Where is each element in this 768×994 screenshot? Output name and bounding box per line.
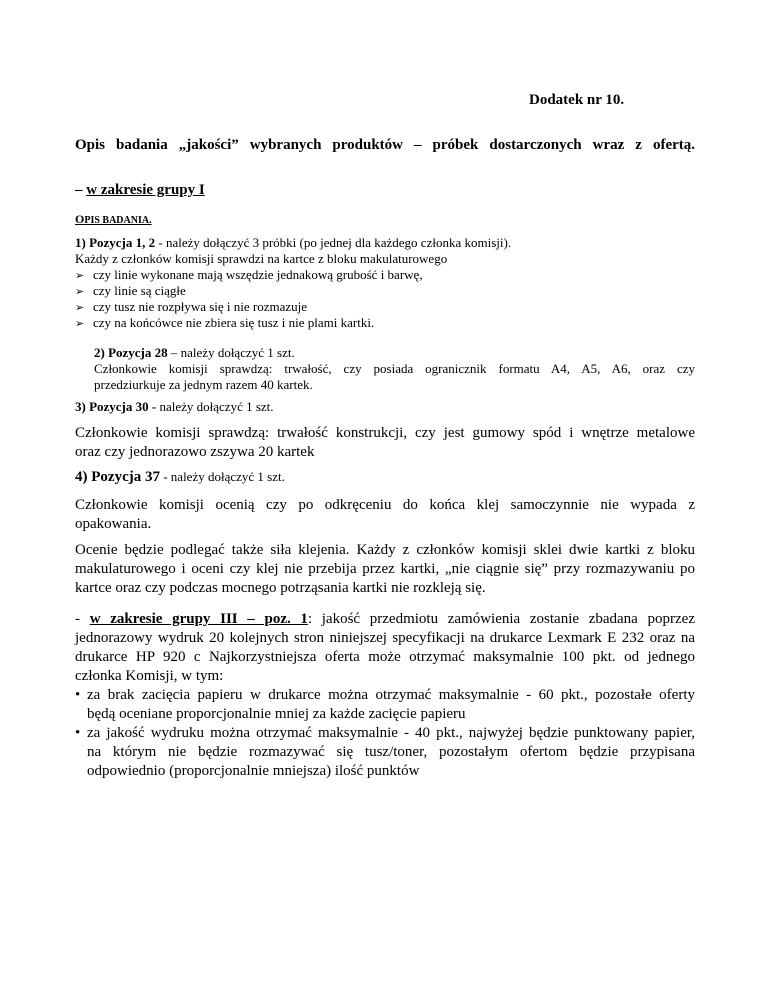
list-item [75,686,695,705]
section-title [75,212,152,228]
section-title-rest: PIS BADANIA. [84,215,152,226]
item4-label: 4) Pozycja 37 [75,469,160,485]
group1-heading-dash: – [75,182,87,198]
list-item [75,724,695,743]
list-item-text: czy linie wykonane mają wszędzie jednakową grubość i barwę, [93,267,423,282]
item1-label: 1) Pozycja 1, 2 [75,235,156,250]
list-item-continuation: będą oceniane proporcjonalnie mniej za każde zacięcie papieru [87,706,466,722]
item4-paragraph1-line1: Członkowie komisji ocenią czy po odkręceniu do końca klej samoczynnie nie wypada z [75,497,695,513]
attachment-number: Dodatek nr 10. [529,92,625,108]
item2-label: 2) Pozycja 28 [94,345,168,360]
list-item-text: za brak zacięcia papieru w drukarce można otrzymać maksymalnie - 60 pkt., pozostałe oferty [87,687,695,703]
item4-paragraph1-line2: opakowania. [75,516,152,532]
item2-description-line2: przedziurkuje za jednym razem 40 kartek. [94,377,313,392]
item3-label: 3) Pozycja 30 - [75,399,157,414]
group3-heading: w zakresie grupy III – poz. 1 [89,611,308,627]
list-item-text: za jakość wydruku można otrzymać maksymalnie - 40 pkt., najwyżej będzie punktowany papier, [87,725,695,741]
item3-description-line1: Członkowie komisji sprawdzą: trwałość konstrukcji, czy jest gumowy spód i wnętrze metalowe [75,425,695,441]
list-item-continuation: na którym nie będzie rozmazywać się tusz/toner, pozostałym ofertom będzie przypisana [87,744,695,760]
group3-heading-line [75,610,695,629]
item2-description-line1: Członkowie komisji sprawdzą: trwałość, czy posiada ogranicznik formatu A4, A5, A6, oraz czy [94,361,695,376]
item4-paragraph2-line3: kartce oraz czy podczas mocnego potrząsania kartki nie rozkleją się. [75,580,486,596]
item3-line [75,399,274,415]
list-item [75,315,374,332]
group1-heading [75,181,205,200]
item3-text: należy dołączyć 1 szt. [156,399,274,414]
dot-bullet-icon: • [75,687,81,703]
list-item-text: czy linie są ciągłe [93,283,186,298]
document-title: Opis badania „jakości” wybranych produktów – próbek dostarczonych wraz z ofertą. [75,137,695,153]
item1-intro: Każdy z członków komisji sprawdzi na kartce z bloku makulaturowego [75,251,448,266]
item4-paragraph2-line2: makulaturowego i oceni czy klej nie przebija przez kartki, „nie ciągnie się” przy rozmazywaniu po [75,561,695,577]
group3-prefix: - [75,611,90,627]
group3-line3: drukarce HP 920 c Najkorzystniejsza oferta może otrzymać maksymalnie 100 pkt. od jednego [75,649,695,665]
section-title-cap: O [75,212,85,226]
item4-line [75,468,285,487]
list-item [75,299,307,316]
list-item-text: czy na końcówce nie zbiera się tusz i nie plami kartki. [93,315,375,330]
item4-paragraph2-line1: Ocenie będzie podlegać także siła klejenia. Każdy z członków komisji sklei dwie kartki z bloku [75,542,695,558]
item4-text: - należy dołączyć 1 szt. [159,469,285,484]
list-item-text: czy tusz nie rozpływa się i nie rozmazuje [93,299,308,314]
item2-line [94,345,295,361]
item1-line [75,235,511,251]
group1-heading-text: w zakresie grupy I [86,182,205,198]
list-item [75,267,423,284]
dot-bullet-icon: • [75,725,81,741]
list-item [75,283,186,300]
group3-line2: jednorazowy wydruk 20 kolejnych stron niniejszej specyfikacji na drukarce Lexmark E 232 oraz na [75,630,695,646]
group3-heading-rest: : jakość przedmiotu zamówienia zostanie zbadana poprzez [307,611,695,627]
arrow-bullet-icon: ➢ [75,302,85,314]
group3-line4: członka Komisji, w tym: [75,668,224,684]
list-item-continuation: odpowiednio (proporcjonalnie mniejsza) ilość punktów [87,763,420,779]
arrow-bullet-icon: ➢ [75,318,85,330]
item1-text: - należy dołączyć 3 próbki (po jednej dla każdego członka komisji). [155,235,512,250]
item2-text: – należy dołączyć 1 szt. [167,345,295,360]
item3-description-line2: oraz czy jednorazowo zszywa 20 kartek [75,444,315,460]
arrow-bullet-icon: ➢ [75,270,85,282]
arrow-bullet-icon: ➢ [75,286,85,298]
